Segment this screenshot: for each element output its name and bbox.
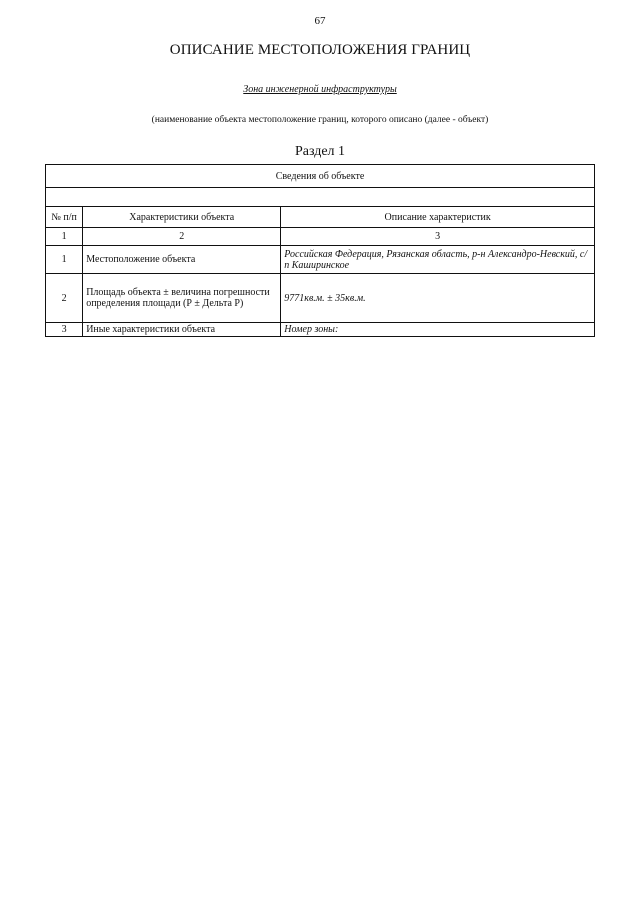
row-characteristic: Иные характеристики объекта [83,323,281,337]
row-number: 2 [46,274,83,323]
column-header-description: Описание характеристик [281,207,595,228]
section-title: Раздел 1 [294,144,346,159]
document-title: ОПИСАНИЕ МЕСТОПОЛОЖЕНИЯ ГРАНИЦ [169,42,471,58]
column-number-1: 1 [46,228,83,246]
table-blank-cell [46,188,595,207]
object-info-table [45,164,595,337]
column-header-row [46,207,595,228]
row-number: 1 [46,246,83,274]
table-heading-row [46,165,595,188]
table-row [46,323,595,337]
column-number-row [46,228,595,246]
row-characteristic: Местоположение объекта [83,246,281,274]
object-name-line [0,84,640,95]
table-blank-row [46,188,595,207]
column-number-2: 2 [83,228,281,246]
table-row [46,246,595,274]
row-description: Российская Федерация, Рязанская область, р-н Александро-Невский, с/п Каширинское [281,246,595,274]
object-name-caption: (наименование объекта местоположение границ, которого описано (далее - объект) [151,115,489,125]
column-header-number: № п/п [46,207,83,228]
table-heading: Сведения об объекте [46,165,595,188]
row-description: 9771кв.м. ± 35кв.м. [281,274,595,323]
row-description: Номер зоны: [281,323,595,337]
page-number: 67 [314,15,326,27]
row-characteristic: Площадь объекта ± величина погрешности определения площади (Р ± Дельта Р) [83,274,281,323]
row-number: 3 [46,323,83,337]
column-header-characteristic: Характеристики объекта [83,207,281,228]
table-row [46,274,595,323]
column-number-3: 3 [281,228,595,246]
object-name: Зона инженерной инфраструктуры [243,84,397,95]
